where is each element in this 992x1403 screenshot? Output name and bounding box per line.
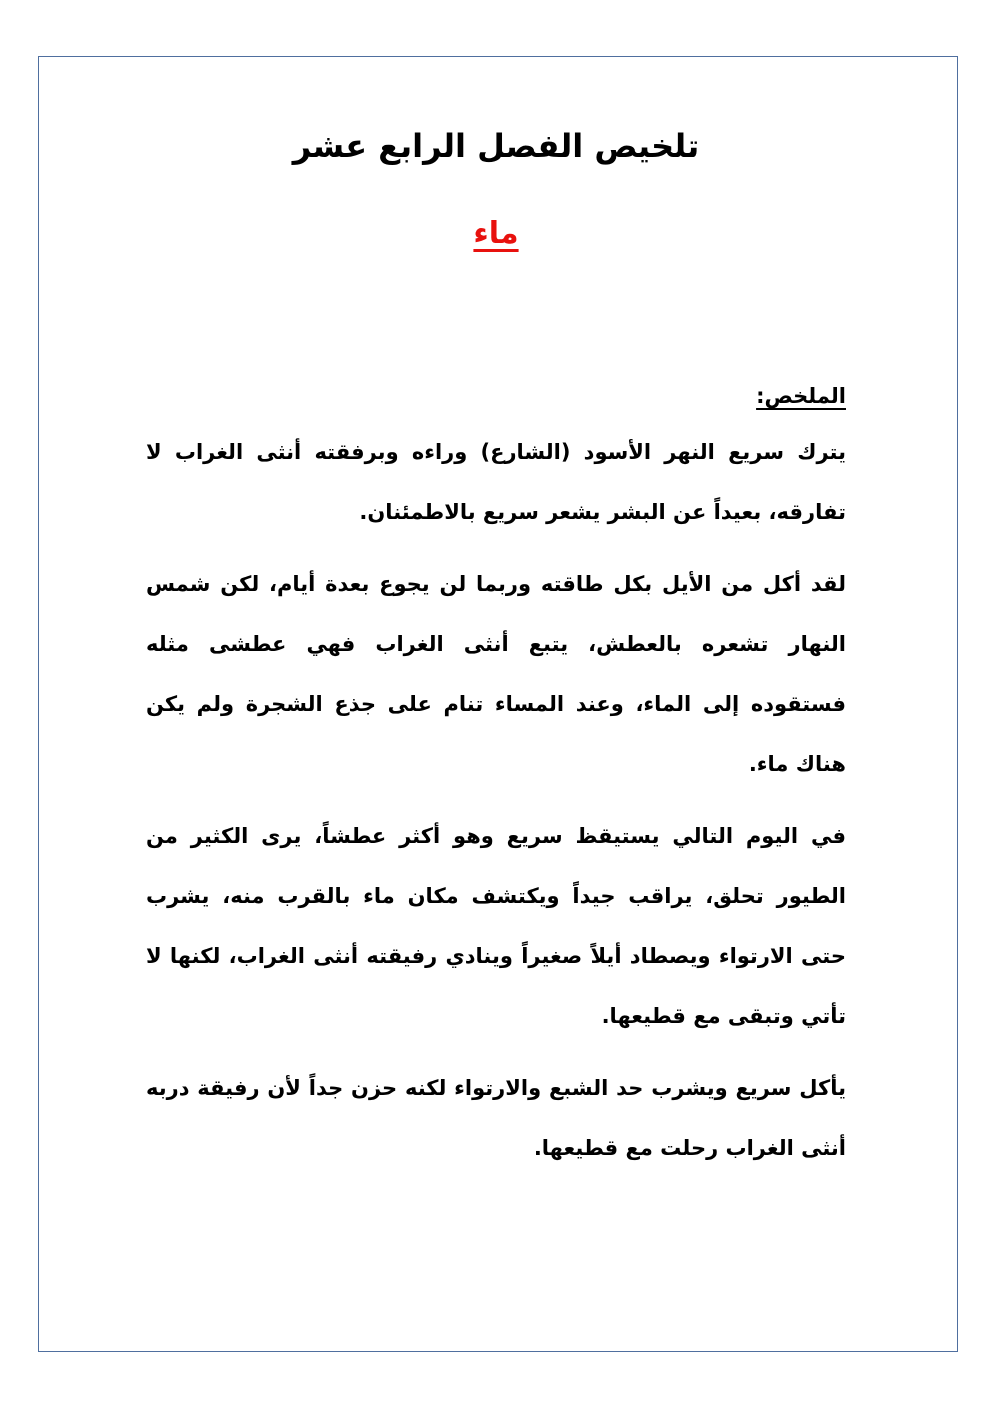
summary-paragraph-1: يترك سريع النهر الأسود (الشارع) وراءه وبرفقته أنثى الغراب لا تفارقه، بعيداً عن البشر يشعر سريع بالاطمئنان. [146,440,846,524]
document-body [146,118,846,1190]
page-title: تلخيص الفصل الرابع عشر [292,127,700,165]
summary-paragraph-3: في اليوم التالي يستيقظ سريع وهو أكثر عطشاً، يرى الكثير من الطيور تحلق، يراقب جيداً ويكتشف مكان ماء بالقرب منه، يشرب حتى الارتواء ويصطاد أيلاً صغيراً وينادي رفيقته أنثى الغراب، لكنها لا تأتي وتبقى مع قطيعها. [146,824,846,1028]
subtitle-container [146,208,846,268]
chapter-subtitle: ماء [473,216,519,251]
summary-paragraph-2: لقد أكل من الأيل بكل طاقته وربما لن يجوع بعدة أيام، لكن شمس النهار تشعره بالعطش، يتبع أنثى الغراب فهي عطشى مثله فستقوده إلى الماء، وعند المساء تنام على جذع الشجرة ولم يكن هناك ماء. [146,572,846,776]
summary-paragraph-4: يأكل سريع ويشرب حد الشبع والارتواء لكنه حزن جداً لأن رفيقة دربه أنثى الغراب رحلت مع قطيعها. [146,1076,846,1160]
summary-heading: الملخص: [756,384,846,408]
